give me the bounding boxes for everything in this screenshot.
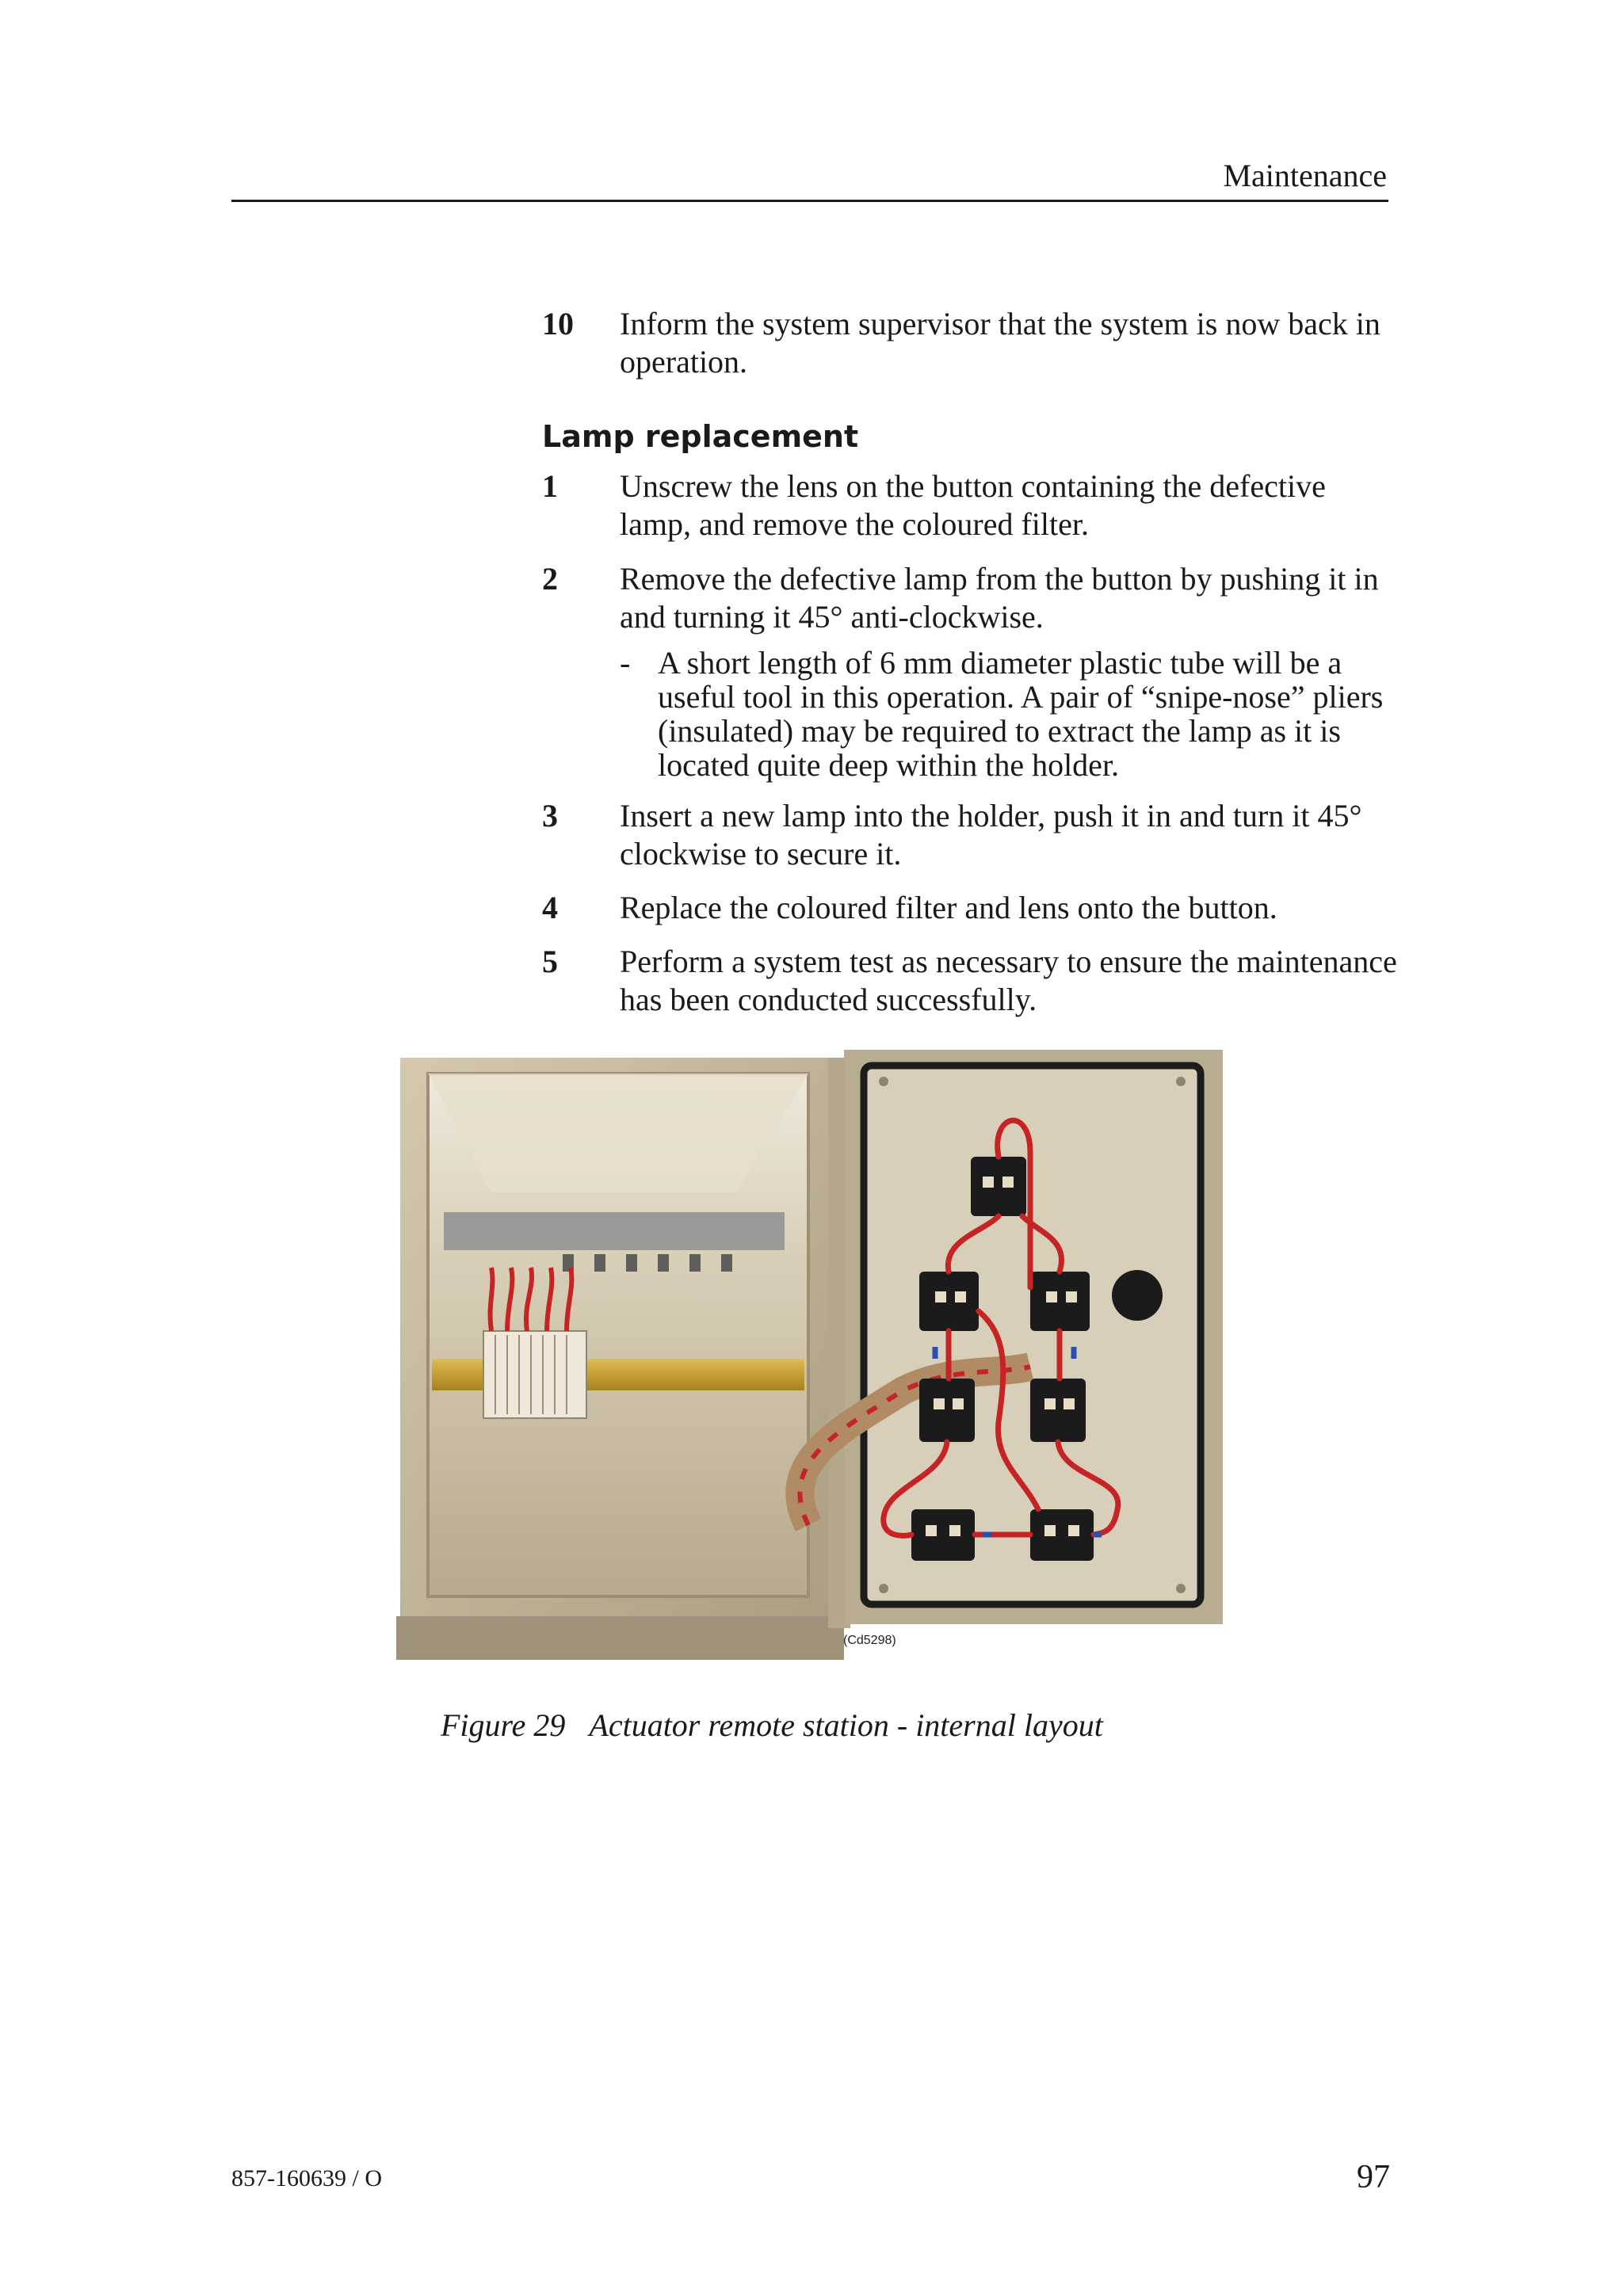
- step-text: Remove the defective lamp from the button by pushing it in and turning it 45° anti-clockwise.: [620, 561, 1379, 635]
- header-rule: [231, 200, 1388, 202]
- cable-trunking: [444, 1212, 785, 1250]
- step-2: [542, 560, 1398, 636]
- enclosure-illustration: [396, 1050, 1224, 1660]
- step-number: 4: [542, 890, 558, 925]
- figure-caption-text: Actuator remote station - internal layout: [589, 1707, 1103, 1743]
- substep-marker: -: [620, 645, 631, 681]
- step-10: [542, 305, 1398, 381]
- figure-caption: [441, 1705, 1103, 1746]
- step-3: [542, 797, 1398, 873]
- step-text: Inform the system supervisor that the system is now back in operation.: [620, 306, 1381, 379]
- step-4: [542, 889, 1398, 927]
- header-section-title: Maintenance: [1223, 158, 1387, 193]
- figure-code: (Cd5298): [843, 1634, 896, 1647]
- section-heading: Lamp replacement: [542, 419, 859, 454]
- step-number: 2: [542, 561, 558, 597]
- footer-doc-number: 857-160639 / O: [231, 2165, 382, 2191]
- step-1: [542, 467, 1398, 543]
- figure-caption-number: Figure 29: [441, 1707, 566, 1743]
- step-text: Unscrew the lens on the button containing the defective lamp, and remove the coloured filter.: [620, 468, 1326, 542]
- substep-text: A short length of 6 mm diameter plastic tube will be a useful tool in this operation. A pair of “snipe-nose” pliers (insulated) may be required to extract the lamp as it is located quite deep within the holder.: [658, 645, 1384, 783]
- figure-photo: [396, 1050, 1224, 1660]
- substep-note: [620, 646, 1404, 782]
- terminal-block: [483, 1331, 586, 1418]
- enclosure-base: [396, 1616, 844, 1660]
- step-number: 3: [542, 798, 558, 833]
- step-number: 10: [542, 306, 574, 341]
- step-text: Insert a new lamp into the holder, push it in and turn it 45° clockwise to secure it.: [620, 798, 1362, 871]
- step-5: [542, 943, 1398, 1019]
- step-text: Perform a system test as necessary to ensure the maintenance has been conducted successfully.: [620, 944, 1397, 1017]
- step-number: 1: [542, 468, 558, 504]
- footer-page-number: 97: [1357, 2159, 1390, 2195]
- step-text: Replace the coloured filter and lens onto the button.: [620, 890, 1277, 925]
- step-number: 5: [542, 944, 558, 979]
